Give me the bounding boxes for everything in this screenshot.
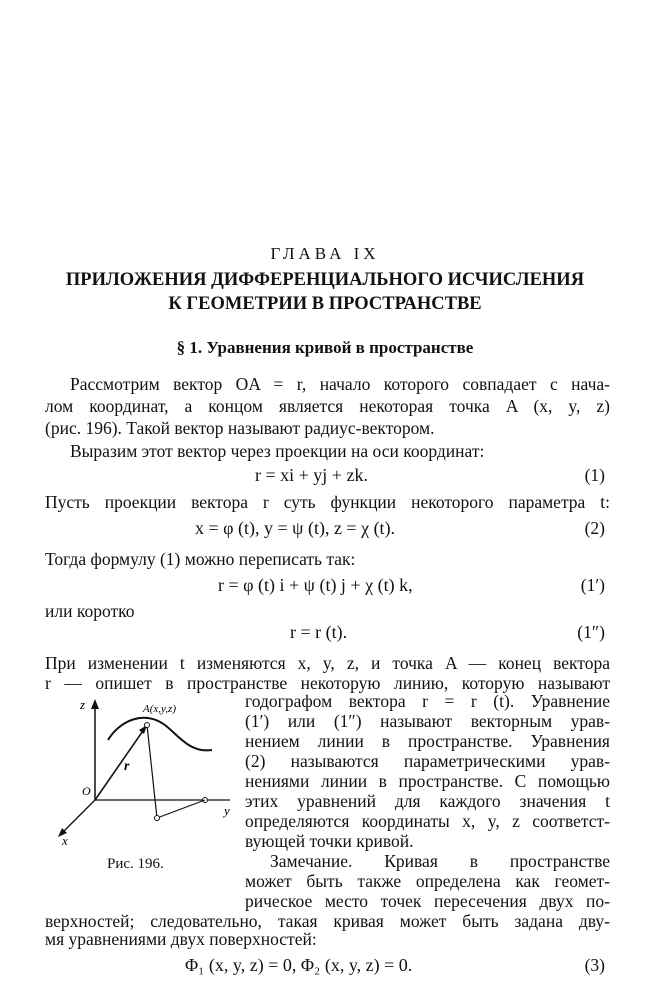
text-line: Замечание. Кривая в пространстве xyxy=(270,851,610,871)
chapter-title-line-2: К ГЕОМЕТРИИ В ПРОСТРАНСТВЕ xyxy=(168,294,482,314)
formula-1-double-prime: r = r (t). xyxy=(290,622,348,642)
x-label: x xyxy=(62,833,68,845)
section-heading: § 1. Уравнения кривой в пространстве xyxy=(176,338,474,357)
y-label: y xyxy=(224,803,230,818)
formula-1: r = xi + yj + zk. xyxy=(255,465,368,485)
text-line: лом координат, а концом является некоторая точка A (x, y, z) xyxy=(45,396,610,416)
point-a-label: A(x,y,z) xyxy=(143,703,176,715)
z-axis-arrow xyxy=(91,699,99,709)
x-axis xyxy=(60,800,95,835)
formula-3: Φ₁ (x, y, z) = 0, Φ₂ (x, y, z) = 0. xyxy=(185,955,413,975)
formula-2: x = φ (t), y = ψ (t), z = χ (t). xyxy=(195,518,396,538)
projection-line xyxy=(157,800,205,818)
text-line: может быть также определена как геомет- xyxy=(245,871,610,891)
text-line: мя уравнениями двух поверхностей: xyxy=(45,929,317,949)
formula-1-prime: r = φ (t) i + ψ (t) j + χ (t) k, xyxy=(218,575,413,595)
text-line: определяются координаты x, y, z соответст- xyxy=(245,811,610,831)
text-line: нением линии в пространстве. Уравнения xyxy=(245,731,610,751)
text-line: Рассмотрим вектор OA = r, начало которого совпадает с нача- xyxy=(70,374,610,394)
formula-2-number: (2) xyxy=(584,518,605,538)
chapter-title-line-1: ПРИЛОЖЕНИЯ ДИФФЕРЕНЦИАЛЬНОГО ИСЧИСЛЕНИЯ xyxy=(65,270,585,290)
text-line: верхностей; следовательно, такая кривая может быть задана дву- xyxy=(45,911,610,931)
text-line: или коротко xyxy=(45,601,135,621)
text-line: Пусть проекции вектора r суть функции некоторого параметра t: xyxy=(45,492,610,512)
formula-3-number: (3) xyxy=(584,955,605,975)
curve xyxy=(108,718,212,751)
text-line: годографом вектора r = r (t). Уравнение xyxy=(245,691,610,711)
text-line: нениями линии в пространстве. С помощью xyxy=(245,771,610,791)
radius-vector xyxy=(95,725,147,800)
projection-line xyxy=(147,725,157,818)
text-line: (рис. 196). Такой вектор называют радиус-вектором. xyxy=(45,418,435,438)
text-line: этих уравнений для каждого значения t xyxy=(245,791,610,811)
formula-1-double-prime-number: (1″) xyxy=(577,622,605,642)
figure-caption: Рис. 196. xyxy=(107,856,164,872)
r-label: r xyxy=(124,759,130,774)
xy-projection-point xyxy=(155,816,160,821)
text-line: (1′) или (1″) называют векторным урав- xyxy=(245,711,610,731)
text-line: (2) называются параметрическими урав- xyxy=(245,751,610,771)
text-line: r — опишет в пространстве некоторую линию, которую называют xyxy=(45,673,610,693)
formula-1-prime-number: (1′) xyxy=(580,575,605,595)
text-line: Выразим этот вектор через проекции на оси координат: xyxy=(70,441,485,461)
text-line: вующей точки кривой. xyxy=(245,831,414,851)
chapter-heading: ГЛАВА IX xyxy=(270,244,380,263)
formula-1-number: (1) xyxy=(584,465,605,485)
text-line: При изменении t изменяются x, y, z, и точка A — конец вектора xyxy=(45,653,610,673)
z-label: z xyxy=(80,697,86,712)
figure-196 xyxy=(40,695,240,845)
text-line: рическое место точек пересечения двух по- xyxy=(245,891,610,911)
point-a xyxy=(145,723,150,728)
text-line: Тогда формулу (1) можно переписать так: xyxy=(45,549,356,569)
origin-label: O xyxy=(82,784,91,798)
